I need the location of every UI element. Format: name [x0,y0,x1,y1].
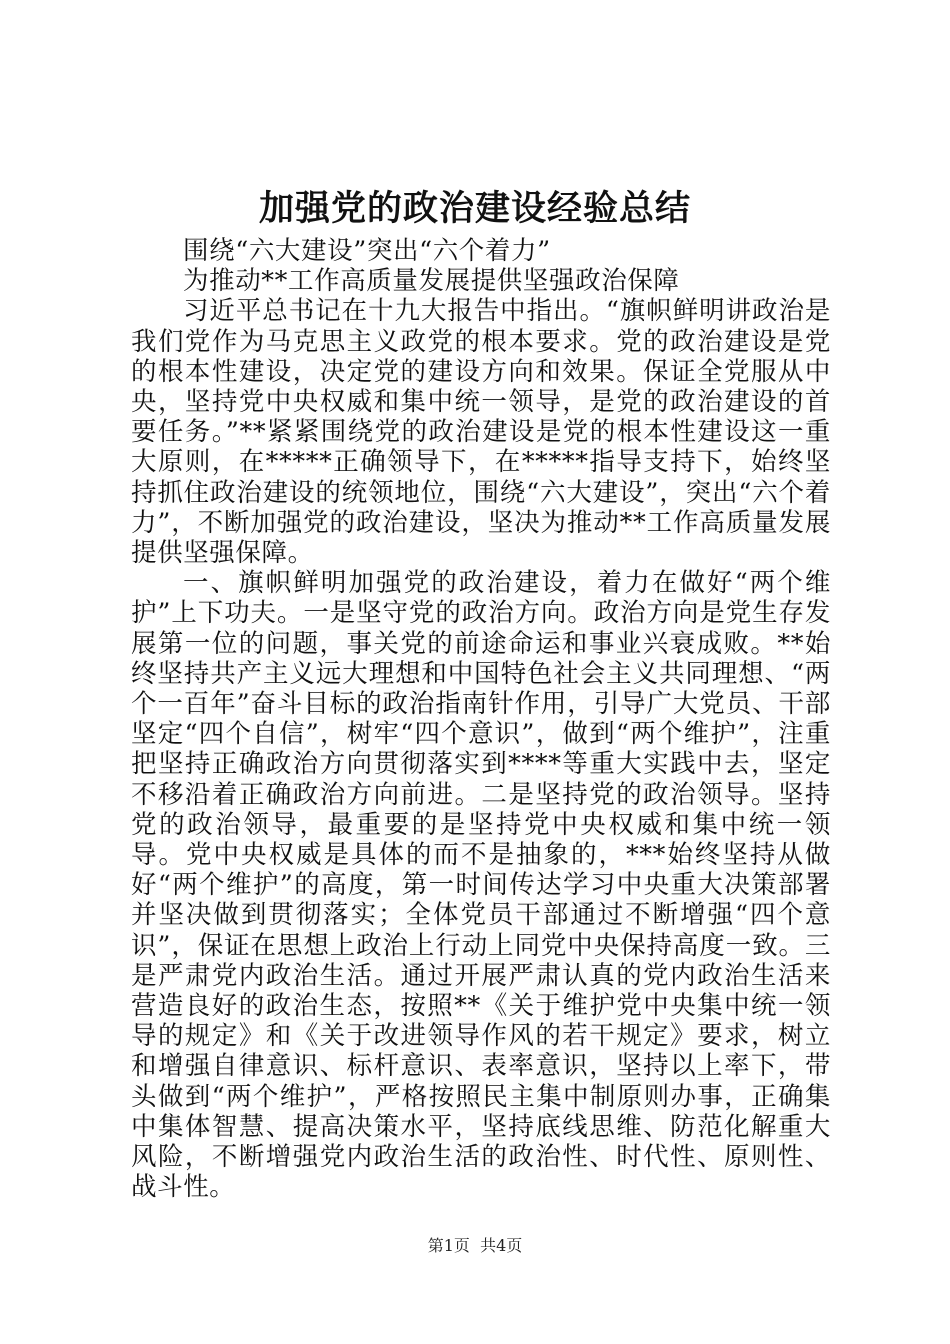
page-footer [0,1236,950,1256]
subheading-2: 为推动**工作高质量发展提供坚强政治保障 [183,266,680,297]
document-title: 加强党的政治建设经验总结 [258,188,691,229]
paragraph-section-1: 一、旗帜鲜明加强党的政治建设，着力在做好“两个维护”上下功夫。一是坚守党的政治方向。政治方向是党生存发展第一位的问题，事关党的前途命运和事业兴衰成败。**始终坚持共产主义远大理想和中国特色社会主义共同理想、“两个一百年”奋斗目标的政治指南针作用，引导广大党员、干部坚定“四个自信”，树牢“四个意识”，做到“两个维护”，注重把坚持正确政治方向贯彻落实到****等重大实践中去，坚定不移沿着正确政治方向前进。二是坚持党的政治领导。坚持党的政治领导，最重要的是坚持党中央权威和集中统一领导。党中央权威是具体的而不是抽象的，***始终坚持从做好“两个维护”的高度，第一时间传达学习中央重大决策部署并坚决做到贯彻落实；全体党员干部通过不断增强“四个意识”，保证在思想上政治上行动上同党中央保持高度一致。三是严肃党内政治生活。通过开展严肃认真的党内政治生活来营造良好的政治生态，按照**《关于维护党中央集中统一领导的规定》和《关于改进领导作风的若干规定》要求，树立和增强自律意识、标杆意识、表率意识，坚持以上率下，带头做到“两个维护”，严格按照民主集中制原则办事，正确集中集体智慧、提高决策水平，坚持底线思维、防范化解重大风险，不断增强党内政治生活的政治性、时代性、原则性、战斗性。 [131,568,831,1203]
paragraph-intro: 习近平总书记在十九大报告中指出。“旗帜鲜明讲政治是我们党作为马克思主义政党的根本要求。党的政治建设是党的根本性建设，决定党的建设方向和效果。保证全党服从中央，坚持党中央权威和集中统一领导，是党的政治建设的首要任务。”**紧紧围绕党的政治建设是党的根本性建设这一重大原则，在*****正确领导下，在*****指导支持下，始终坚持抓住政治建设的统领地位，围绕“六大建设”，突出“六个着力”，不断加强党的政治建设，坚决为推动**工作高质量发展提供坚强保障。 [131,296,831,569]
document-body [131,236,831,1203]
subheading-1: 围绕“六大建设”突出“六个着力” [183,236,551,266]
page-total: 共4页 [480,1236,523,1255]
page-number: 第1页 [427,1236,470,1255]
